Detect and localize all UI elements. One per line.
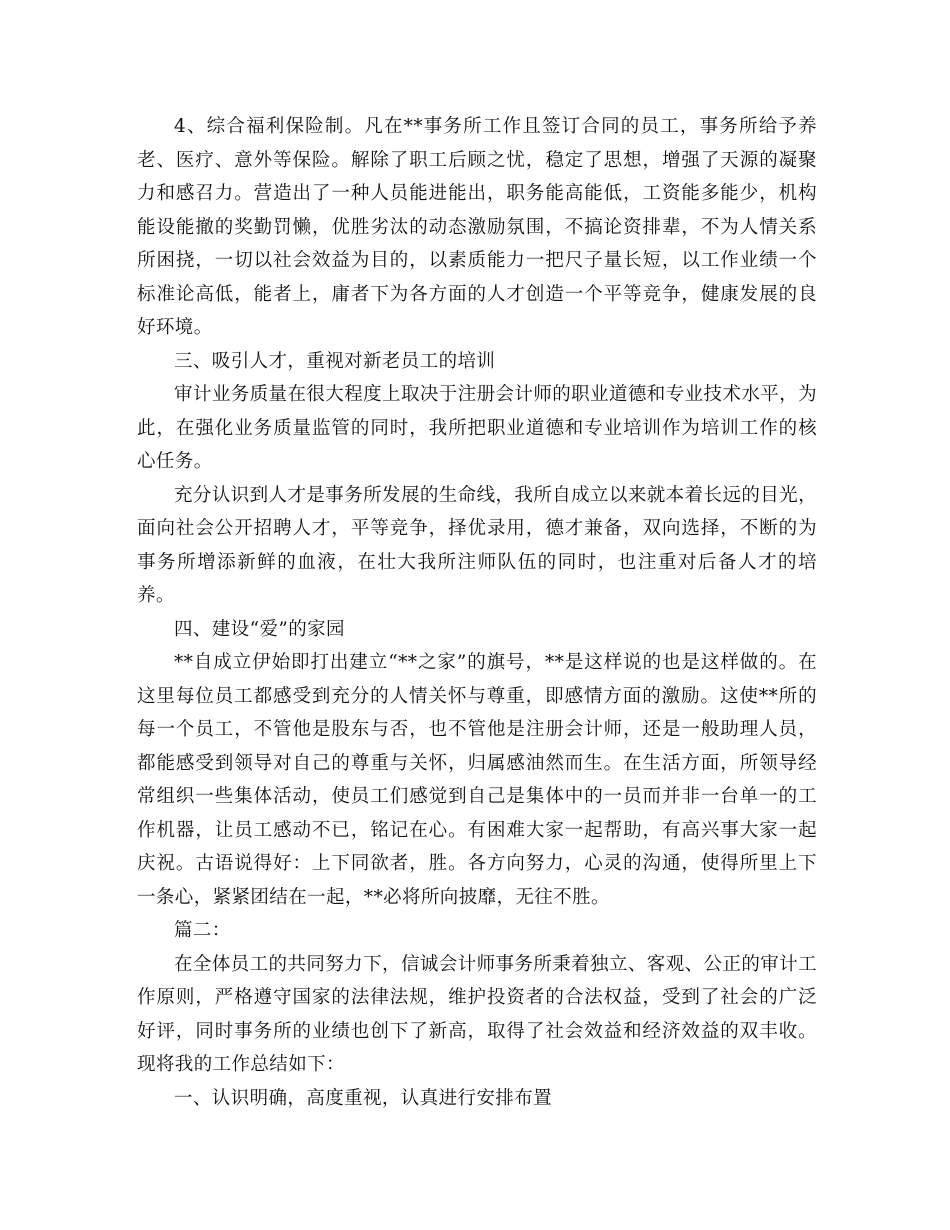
- section-heading-caring-home: 四、建设“爱”的家园: [174, 618, 345, 640]
- document-body: [137, 110, 817, 1115]
- paragraph-audit-quality: 审计业务质量在很大程度上取决于注册会计师的职业道德和专业技术水平，为此，在强化业务质量监管的同时，我所把职业道德和专业培训作为培训工作的核心任务。: [137, 384, 817, 472]
- part-heading-part-two: 篇二：: [174, 920, 231, 941]
- section-heading-talent-training: 三、吸引人才，重视对新老员工的培训: [174, 350, 496, 372]
- paragraph-caring-home: **自成立伊始即打出建立“**之家”的旗号，**是这样说的也是这样做的。在这里每位员工都感受到充分的人情关怀与尊重，即感情方面的激励。这使**所的每一个员工，不管他是股东与否，也不管他是注册会计师，还是一般助理人员，都能感受到领导对自己的尊重与关怀，归属感油然而生。在生活方面，所领导经常组织一些集体活动，使员工们感觉到自己是集体中的一员而并非一台单一的工作机器，让员工感动不已，铭记在心。有困难大家一起帮助，有高兴事大家一起庆祝。古语说得好：上下同欲者，胜。各方向努力，心灵的沟通，使得所里上下一条心，紧紧团结在一起，**必将所向披靡，无往不胜。: [137, 652, 817, 908]
- paragraph-welfare-insurance: 4、综合福利保险制。凡在**事务所工作且签订合同的员工，事务所给予养老、医疗、意外等保险。解除了职工后顾之忧，稳定了思想，增强了天源的凝聚力和感召力。营造出了一种人员能进能出，职务能高能低，工资能多能少，机构能设能撤的奖勤罚懒，优胜劣汰的动态激励氛围，不搞论资排辈，不为人情关系所困挠，一切以社会效益为目的，以素质能力一把尺子量长短，以工作业绩一个标准论高低，能者上，庸者下为各方面的人才创造一个平等竞争，健康发展的良好环境。: [137, 116, 817, 338]
- section-heading-arrangement: 一、认识明确，高度重视，认真进行安排布置: [174, 1087, 553, 1109]
- paragraph-work-summary-intro: 在全体员工的共同努力下，信诚会计师事务所秉着独立、客观、公正的审计工作原则，严格遵守国家的法律法规，维护投资者的合法权益，受到了社会的广泛好评，同时事务所的业绩也创下了新高，取得了社会效益和经济效益的双丰收。现将我的工作总结如下：: [137, 953, 817, 1075]
- paragraph-talent-recruitment: 充分认识到人才是事务所发展的生命线，我所自成立以来就本着长远的目光，面向社会公开招聘人才，平等竞争，择优录用，德才兼备，双向选择，不断的为事务所增添新鲜的血液，在壮大我所注师队伍的同时，也注重对后备人才的培养。: [137, 484, 817, 606]
